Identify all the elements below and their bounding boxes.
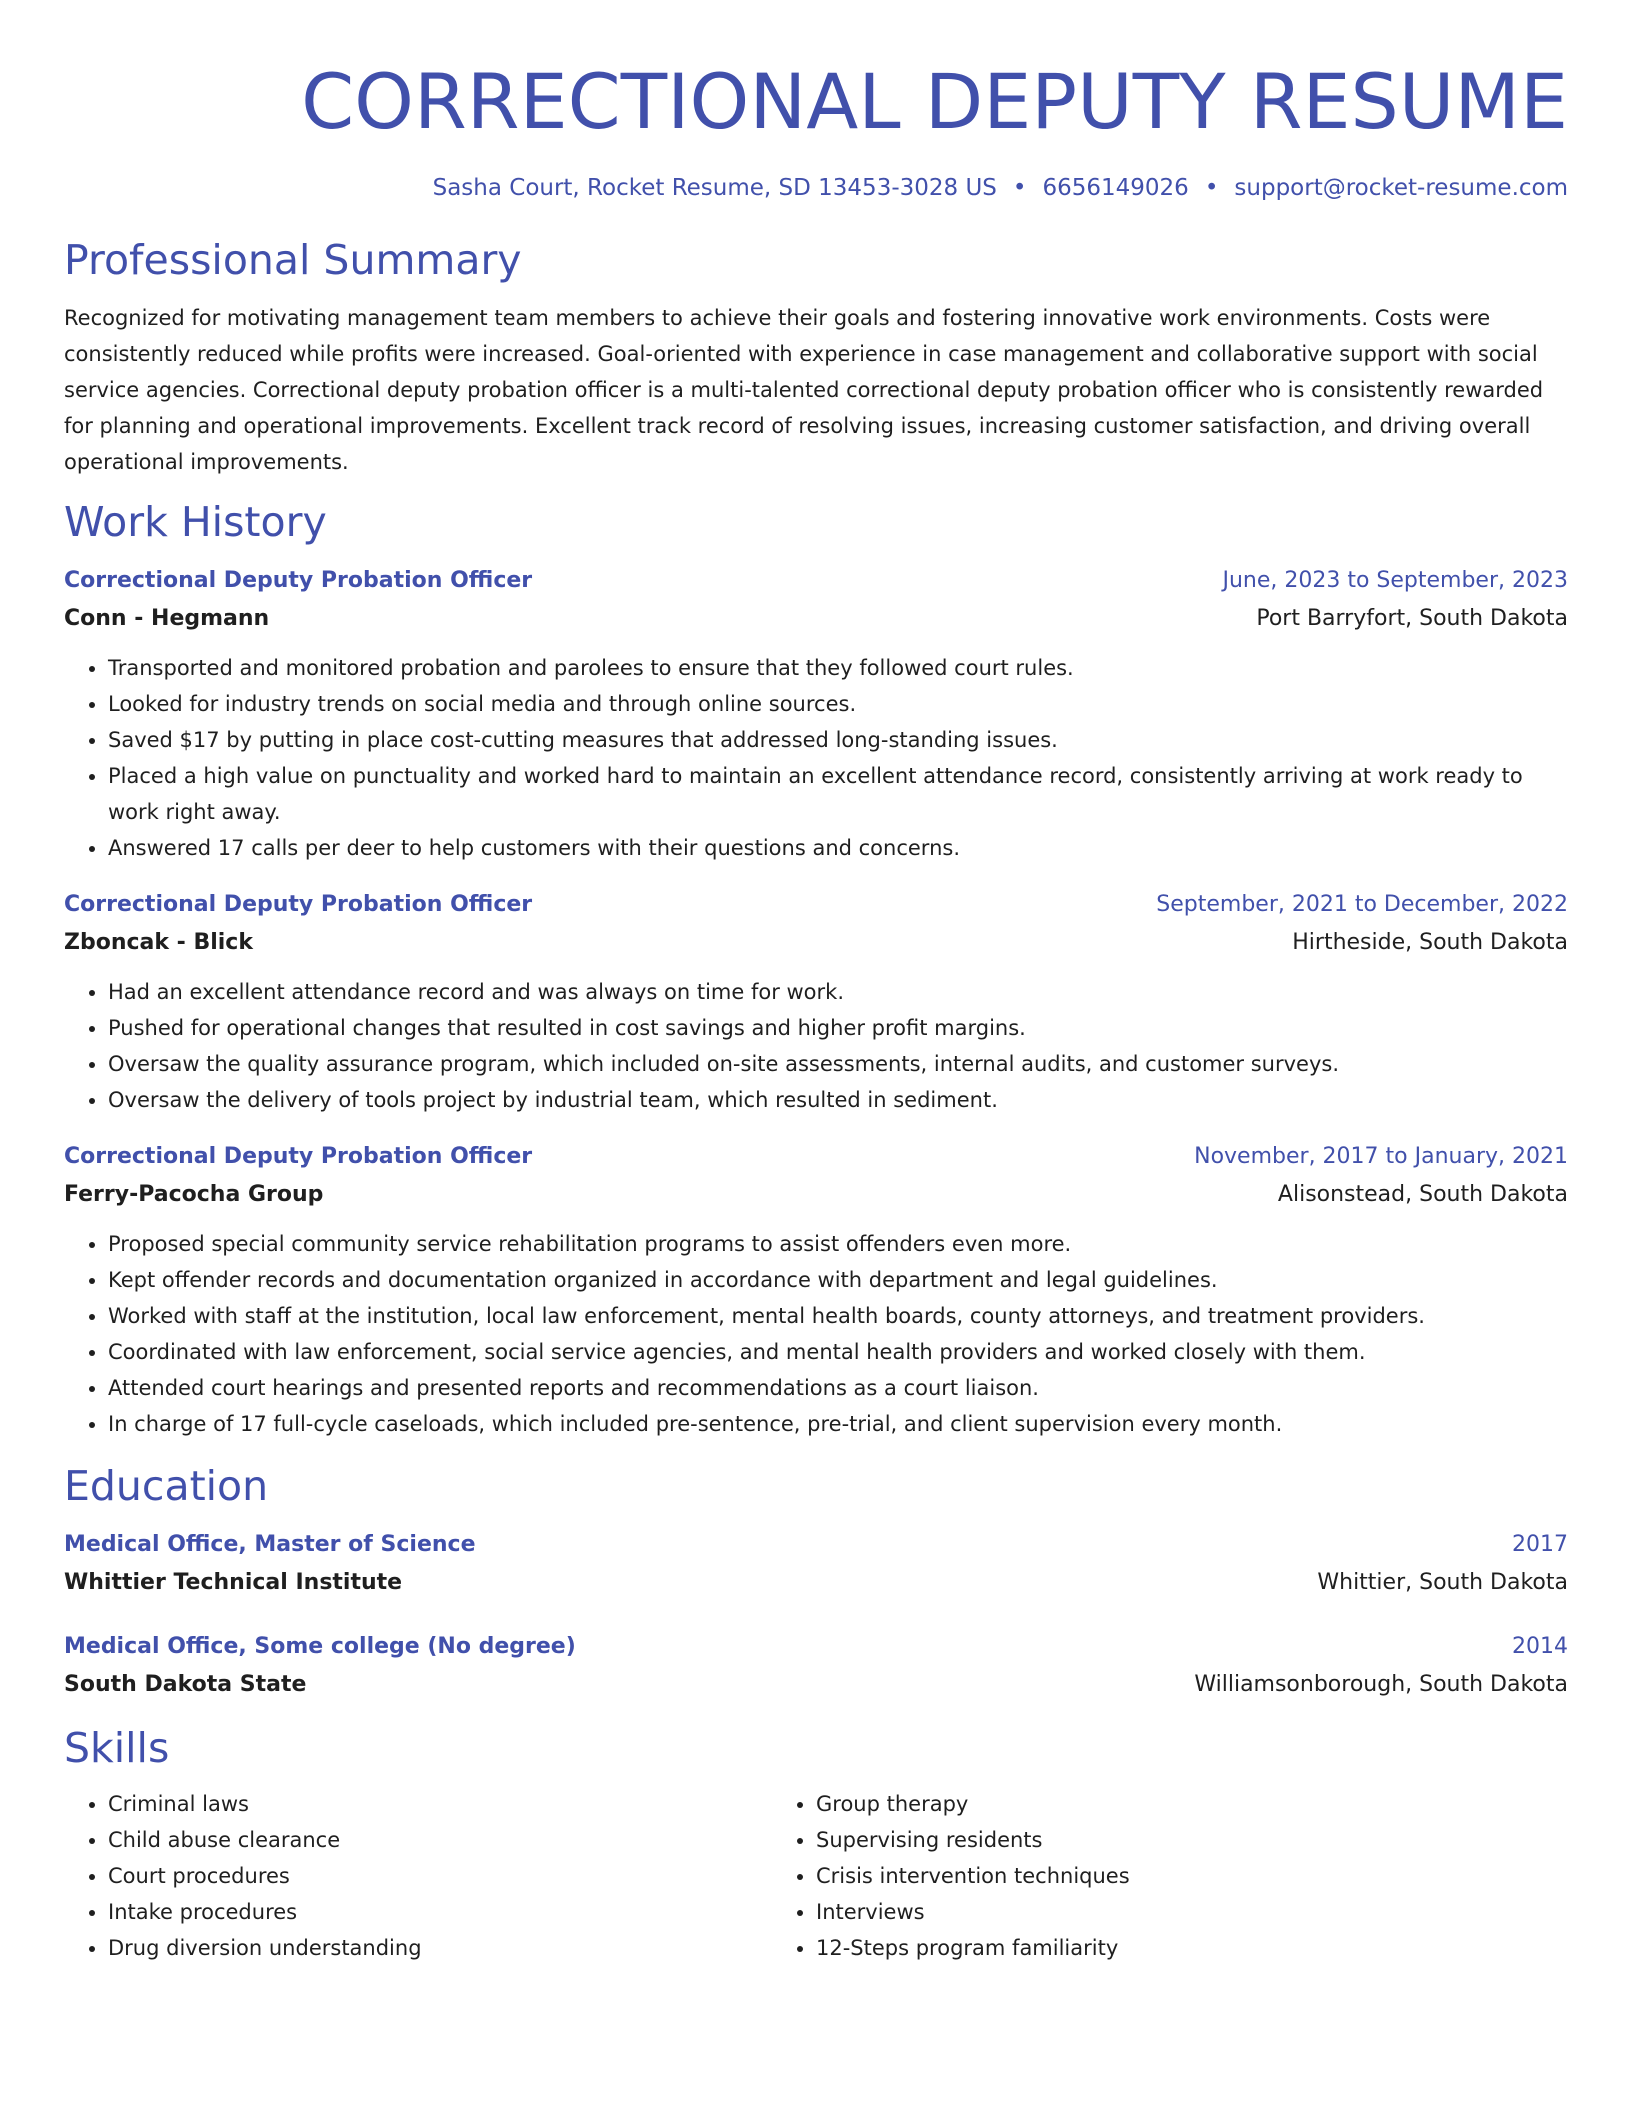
education-school: South Dakota State bbox=[64, 1672, 307, 1697]
education-degree: Medical Office, Master of Science bbox=[64, 1532, 476, 1557]
job-company: Conn - Hegmann bbox=[64, 606, 270, 631]
job-header-row bbox=[64, 562, 1568, 600]
job-bullet: • Kept offender records and documentation organized in accordance with department and legal guidelines. bbox=[108, 1262, 1568, 1298]
job-entry bbox=[64, 562, 1568, 866]
job-title: Correctional Deputy Probation Officer bbox=[64, 568, 533, 593]
job-dates: September, 2021 to December, 2022 bbox=[1156, 892, 1568, 917]
skills-list-left bbox=[64, 1786, 772, 1966]
education-location: Whittier, South Dakota bbox=[1317, 1570, 1568, 1595]
job-bullet: • In charge of 17 full-cycle caseloads, which included pre-sentence, pre-trial, and client supervision every month. bbox=[108, 1406, 1568, 1442]
job-bullet: • Had an excellent attendance record and was always on time for work. bbox=[108, 974, 1568, 1010]
job-location: Alisonstead, South Dakota bbox=[1277, 1182, 1568, 1207]
skill-item: • Criminal laws bbox=[108, 1786, 772, 1822]
education-year: 2017 bbox=[1512, 1532, 1568, 1557]
job-bullets bbox=[64, 1226, 1568, 1442]
summary-text: Recognized for motivating management team members to achieve their goals and fostering innovative work environments. Costs were consistently reduced while profits were increased. Goal-oriented with experience in case management and collaborative support with social service agencies. Correctional deputy probation officer is a multi-talented correctional deputy probation officer who is consistently rewarded for planning and operational improvements. Excellent track record of resolving issues, increasing customer satisfaction, and driving overall operational improvements. bbox=[64, 306, 1544, 474]
skill-item: • Interviews bbox=[816, 1894, 1480, 1930]
education-list bbox=[64, 1526, 1568, 1704]
education-school: Whittier Technical Institute bbox=[64, 1570, 403, 1595]
job-company: Ferry-Pacocha Group bbox=[64, 1182, 324, 1207]
job-dates: June, 2023 to September, 2023 bbox=[1222, 568, 1568, 593]
summary-section bbox=[64, 234, 1568, 480]
job-bullet: • Proposed special community service rehabilitation programs to assist offenders even more. bbox=[108, 1226, 1568, 1262]
summary-heading: Professional Summary bbox=[64, 236, 522, 284]
job-company-row bbox=[64, 1176, 1568, 1214]
job-company-row bbox=[64, 924, 1568, 962]
education-entry bbox=[64, 1628, 1568, 1704]
resume-page bbox=[64, 0, 1568, 1966]
education-header-row bbox=[64, 1526, 1568, 1564]
jobs-list bbox=[64, 562, 1568, 1442]
job-bullet: • Answered 17 calls per deer to help customers with their questions and concerns. bbox=[108, 830, 1568, 866]
skill-item: • Group therapy bbox=[816, 1786, 1480, 1822]
education-degree: Medical Office, Some college (No degree) bbox=[64, 1634, 576, 1659]
education-school-row bbox=[64, 1666, 1568, 1704]
job-title: Correctional Deputy Probation Officer bbox=[64, 1144, 533, 1169]
skill-item: • Drug diversion understanding bbox=[108, 1930, 772, 1966]
contact-address: Sasha Court, Rocket Resume, SD 13453-3028 US bbox=[432, 175, 997, 201]
job-bullet: • Transported and monitored probation and parolees to ensure that they followed court rules. bbox=[108, 650, 1568, 686]
job-company-row bbox=[64, 600, 1568, 638]
skill-item: • Court procedures bbox=[108, 1858, 772, 1894]
contact-email: support@rocket-resume.com bbox=[1234, 175, 1568, 201]
job-company: Zboncak - Blick bbox=[64, 930, 253, 955]
education-entry bbox=[64, 1526, 1568, 1602]
skill-item: • Child abuse clearance bbox=[108, 1822, 772, 1858]
job-bullet: • Worked with staff at the institution, local law enforcement, mental health boards, county attorneys, and treatment providers. bbox=[108, 1298, 1568, 1334]
job-header-row bbox=[64, 1138, 1568, 1176]
education-school-row bbox=[64, 1564, 1568, 1602]
job-bullet: • Attended court hearings and presented reports and recommendations as a court liaison. bbox=[108, 1370, 1568, 1406]
job-bullets bbox=[64, 974, 1568, 1118]
education-location: Williamsonborough, South Dakota bbox=[1194, 1672, 1568, 1697]
skills-list-right bbox=[772, 1786, 1480, 1966]
work-history-section bbox=[64, 496, 1568, 1442]
job-bullet: • Oversaw the delivery of tools project by industrial team, which resulted in sediment. bbox=[108, 1082, 1568, 1118]
skills-columns bbox=[64, 1786, 1568, 1966]
job-entry bbox=[64, 1138, 1568, 1442]
contact-separator: • bbox=[1012, 175, 1027, 201]
job-location: Hirtheside, South Dakota bbox=[1292, 930, 1568, 955]
resume-title: CORRECTIONAL DEPUTY RESUME bbox=[301, 57, 1568, 146]
education-header-row bbox=[64, 1628, 1568, 1666]
job-bullet: • Placed a high value on punctuality and worked hard to maintain an excellent attendance record, consistently arriving at work ready to work right away. bbox=[108, 758, 1568, 830]
work-history-heading: Work History bbox=[64, 498, 327, 546]
job-title: Correctional Deputy Probation Officer bbox=[64, 892, 533, 917]
job-bullet: • Pushed for operational changes that resulted in cost savings and higher profit margins. bbox=[108, 1010, 1568, 1046]
job-header-row bbox=[64, 886, 1568, 924]
skill-item: • Supervising residents bbox=[816, 1822, 1480, 1858]
education-year: 2014 bbox=[1512, 1634, 1568, 1659]
job-bullets bbox=[64, 650, 1568, 866]
skills-heading: Skills bbox=[64, 1724, 170, 1772]
job-dates: November, 2017 to January, 2021 bbox=[1194, 1144, 1568, 1169]
contact-phone: 6656149026 bbox=[1042, 175, 1189, 201]
skill-item: • 12-Steps program familiarity bbox=[816, 1930, 1480, 1966]
skill-item: • Crisis intervention techniques bbox=[816, 1858, 1480, 1894]
education-heading: Education bbox=[64, 1462, 269, 1510]
job-bullet: • Oversaw the quality assurance program, which included on-site assessments, internal audits, and customer surveys. bbox=[108, 1046, 1568, 1082]
skill-item: • Intake procedures bbox=[108, 1894, 772, 1930]
contact-line bbox=[64, 172, 1568, 204]
contact-separator: • bbox=[1204, 175, 1219, 201]
job-bullet: • Coordinated with law enforcement, social service agencies, and mental health providers and worked closely with them. bbox=[108, 1334, 1568, 1370]
job-bullet: • Looked for industry trends on social media and through online sources. bbox=[108, 686, 1568, 722]
education-section bbox=[64, 1460, 1568, 1704]
job-location: Port Barryfort, South Dakota bbox=[1256, 606, 1568, 631]
job-entry bbox=[64, 886, 1568, 1118]
skills-section bbox=[64, 1722, 1568, 1966]
job-bullet: • Saved $17 by putting in place cost-cutting measures that addressed long-standing issues. bbox=[108, 722, 1568, 758]
